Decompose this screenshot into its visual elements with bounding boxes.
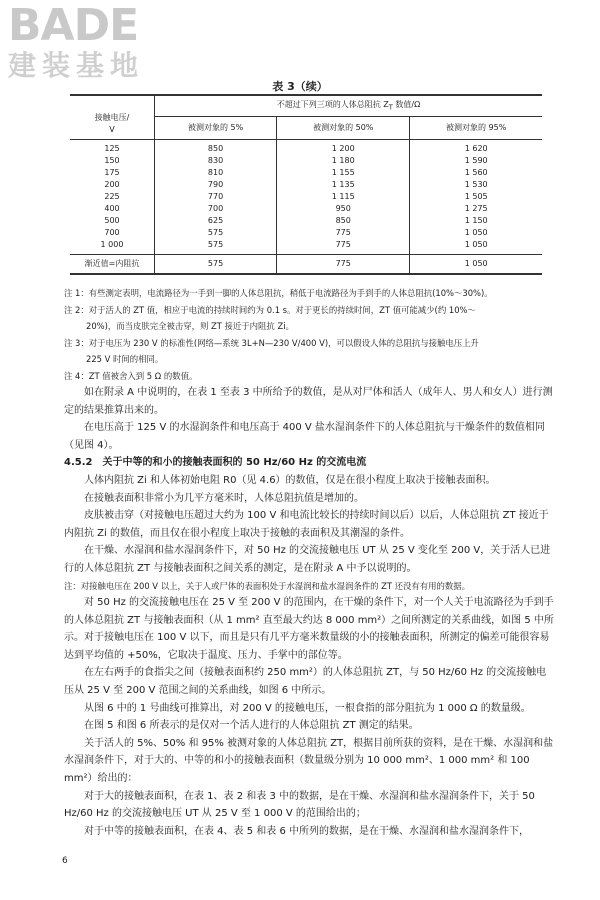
paragraph: 对 50 Hz 的交流接触电压在 25 V 至 200 V 的范围内，在干燥的条件下，对一个人关于电流路径为手到手的人体总阻抗 ZT 与接触表面积（从 1 mm² 直至最大约达 8 000 mm²）之间所测定的关系曲线，如图 5 中所示。对于接触电压在 100 V 以下，而且是只有几平方毫米数量级的小的接触表面积，所测定的偏差可能很容易达到平均值的 +50%，它取决于温度、压力、手掌中的部位等。: [64, 597, 554, 661]
paragraph: 对于大的接触表面积，在表 1、表 2 和表 3 中的数据，是在干燥、水湿润和盐水湿润条件下，关于 50 Hz/60 Hz 的交流接触电压 UT 从 25 V 至 1 000 V 的范围给出的；: [64, 790, 535, 820]
table-row: [70, 227, 542, 239]
paragraph: 从图 6 中的 1 号曲线可推算出，对 200 V 的接触电压，一根食指的部分阻抗为 1 000 Ω 的数量级。: [84, 702, 531, 714]
cell-50pct: 850: [277, 215, 410, 227]
header-contact-voltage: [70, 95, 155, 140]
header-impedance-group: [155, 95, 543, 117]
cell-95pct: 1 505: [464, 192, 488, 201]
subheader-5pct: 被测对象的 5%: [155, 117, 277, 140]
logo-wordmark: BADE: [8, 0, 139, 51]
table-row: [70, 140, 542, 156]
logo-subtitle: 建装基地: [8, 49, 145, 82]
cell-95pct: 1 050: [464, 228, 488, 237]
table-row: [70, 167, 542, 179]
cell-5pct: 850: [155, 140, 277, 156]
cell-50pct: 950: [277, 203, 410, 215]
table-row: [70, 239, 542, 255]
cell-95pct: 1 150: [464, 216, 488, 225]
paragraph: 在左右两手的食指尖之间（接触表面积约 250 mm²）的人体总阻抗 ZT，与 50 Hz/60 Hz 的交流接触电压从 25 V 至 200 V 范围之间的关系曲线，如图 6 中所示。: [64, 667, 547, 696]
cell-95pct: 1 050: [464, 240, 488, 249]
cell-5pct: 770: [155, 191, 277, 203]
cell-voltage: 150: [70, 155, 155, 167]
document-body: [64, 285, 554, 840]
paragraph: 在接触表面积非常小为几平方毫米时，人体总阻抗值是增加的。: [84, 492, 364, 504]
paragraph: 在电压高于 125 V 的水湿润条件和电压高于 400 V 盐水湿润条件下的人体总阻抗与干燥条件的数值相同（见图 4）。: [64, 422, 545, 451]
cell-voltage: 500: [70, 215, 155, 227]
cell-50pct: 775: [277, 227, 410, 239]
cell-95pct: 1 050: [410, 255, 542, 275]
cell-5pct: 830: [155, 155, 277, 167]
cell-5pct: 575: [155, 227, 277, 239]
table-note-2: 注 2：对于活人的 ZT 值，相应于电流的持续时间约为 0.1 s。对于更长的持续时间，ZT 值可能减少(约 10%～: [64, 304, 476, 315]
cell-50pct: 1 155: [277, 167, 410, 179]
cell-50pct: 1 200: [277, 140, 410, 156]
table-note-3-cont: 225 V 时间的相同。: [86, 354, 164, 364]
cell-5pct: 790: [155, 179, 277, 191]
cell-5pct: 575: [155, 255, 277, 275]
cell-5pct: 625: [155, 215, 277, 227]
cell-50pct: 775: [277, 239, 410, 255]
cell-50pct: 775: [277, 255, 410, 275]
table-caption: 表 3（续）: [272, 80, 328, 93]
paragraph: 在图 5 和图 6 所表示的是仅对一个活人进行的人体总阻抗 ZT 测定的结果。: [84, 720, 419, 732]
cell-95pct: 1 620: [464, 144, 488, 153]
header-group-text: 不超过下列三项的人体总阻抗 Z: [276, 99, 389, 109]
subheader-95pct: 被测对象的 95%: [410, 117, 542, 140]
table-note-3: 注 3：对于电压为 230 V 的标准性(网络—系统 3L+N—230 V/400 V)，可以假设人体的总阻抗与接触电压上升: [64, 337, 479, 348]
cell-5pct: 575: [155, 239, 277, 255]
cell-95pct: 1 530: [464, 180, 488, 189]
impedance-table: [70, 94, 542, 275]
cell-5pct: 700: [155, 203, 277, 215]
cell-95pct: 1 590: [464, 156, 488, 165]
cell-voltage: 700: [70, 227, 155, 239]
cell-voltage: 400: [70, 203, 155, 215]
cell-95pct: 1 560: [464, 168, 488, 177]
table-row: [70, 215, 542, 227]
page-number: 6: [62, 856, 68, 866]
table-row: [70, 203, 542, 215]
cell-50pct: 1 180: [277, 155, 410, 167]
header-group-tail: 数值/Ω: [392, 99, 421, 109]
header-group-subscript: T: [388, 103, 393, 112]
brand-logo: [8, 0, 145, 82]
cell-50pct: 1 115: [277, 191, 410, 203]
table-note-4: 注 4：ZT 值被舍入到 5 Ω 的数值。: [64, 370, 198, 381]
paragraph: 皮肤被击穿（对接触电压超过大约为 100 V 和电流比较长的持续时间以后）以后，人体总阻抗 ZT 接近于内阻抗 Zi 的数值，而且仅在很小程度上取决于接触的表面积及其潮湿的条件。: [64, 510, 549, 539]
table-row: [70, 155, 542, 167]
cell-voltage: 200: [70, 179, 155, 191]
note: 注：对接触电压在 200 V 以上，关于人或尸体的表面积处于水湿润和盐水湿润条件的 ZT 还没有有用的数据。: [64, 580, 471, 591]
paragraph: 人体内阻抗 Zi 和人体初始电阻 R0（见 4.6）的数值，仅是在很小程度上取决于接触表面积。: [84, 474, 496, 486]
cell-voltage: 125: [70, 140, 155, 156]
table-note-2-cont: 20%)，而当皮肤完全被击穿，则 ZT 接近于内阻抗 Zi。: [86, 321, 294, 331]
cell-5pct: 810: [155, 167, 277, 179]
cell-50pct: 1 135: [277, 179, 410, 191]
cell-voltage: 175: [70, 167, 155, 179]
cell-asymptote-label: 渐近值=内阻抗: [70, 255, 155, 275]
paragraph: 如在附录 A 中说明的，在表 1 至表 3 中所给予的数值，是从对尸体和活人（成年人、男人和女人）进行测定的结果推算出来的。: [64, 387, 553, 416]
section-heading: 4.5.2 关于中等的和小的接触表面积的 50 Hz/60 Hz 的交流电流: [64, 457, 367, 469]
cell-voltage: 1 000: [70, 239, 155, 255]
subheader-50pct: 被测对象的 50%: [277, 117, 410, 140]
table-row: [70, 191, 542, 203]
cell-voltage: 225: [70, 191, 155, 203]
paragraph: 对于中等的接触表面积，在表 4、表 5 和表 6 中所列的数据，是在干燥、水湿润和盐水湿润条件下，: [84, 825, 529, 837]
paragraph: 在干燥、水湿润和盐水湿润条件下，对 50 Hz 的交流接触电压 UT 从 25 V 变化至 200 V，关于活人已进行的人体总阻抗 ZT 与接触表面积之间关系的测定，是在附录 A 中予以说明的。: [64, 545, 551, 574]
asymptote-row: [70, 255, 542, 275]
table-note-1: 注 1：有些测定表明，电流路径为一手到一脚的人体总阻抗，稍低于电流路径为手到手的人体总阻抗(10%～30%)。: [64, 288, 493, 298]
header-contact-voltage-text: 接触电压/ V: [94, 112, 130, 134]
paragraph: 关于活人的 5%、50% 和 95% 被测对象的人体总阻抗 ZT，根据目前所获的资料，是在干燥、水湿润和盐水湿润条件下，对于大的、中等的和小的接触表面积（数量级分别为 10 000 mm²、1 000 mm² 和 100 mm²）给出的：: [64, 737, 554, 784]
cell-95pct: 1 275: [464, 204, 488, 213]
table-row: [70, 179, 542, 191]
